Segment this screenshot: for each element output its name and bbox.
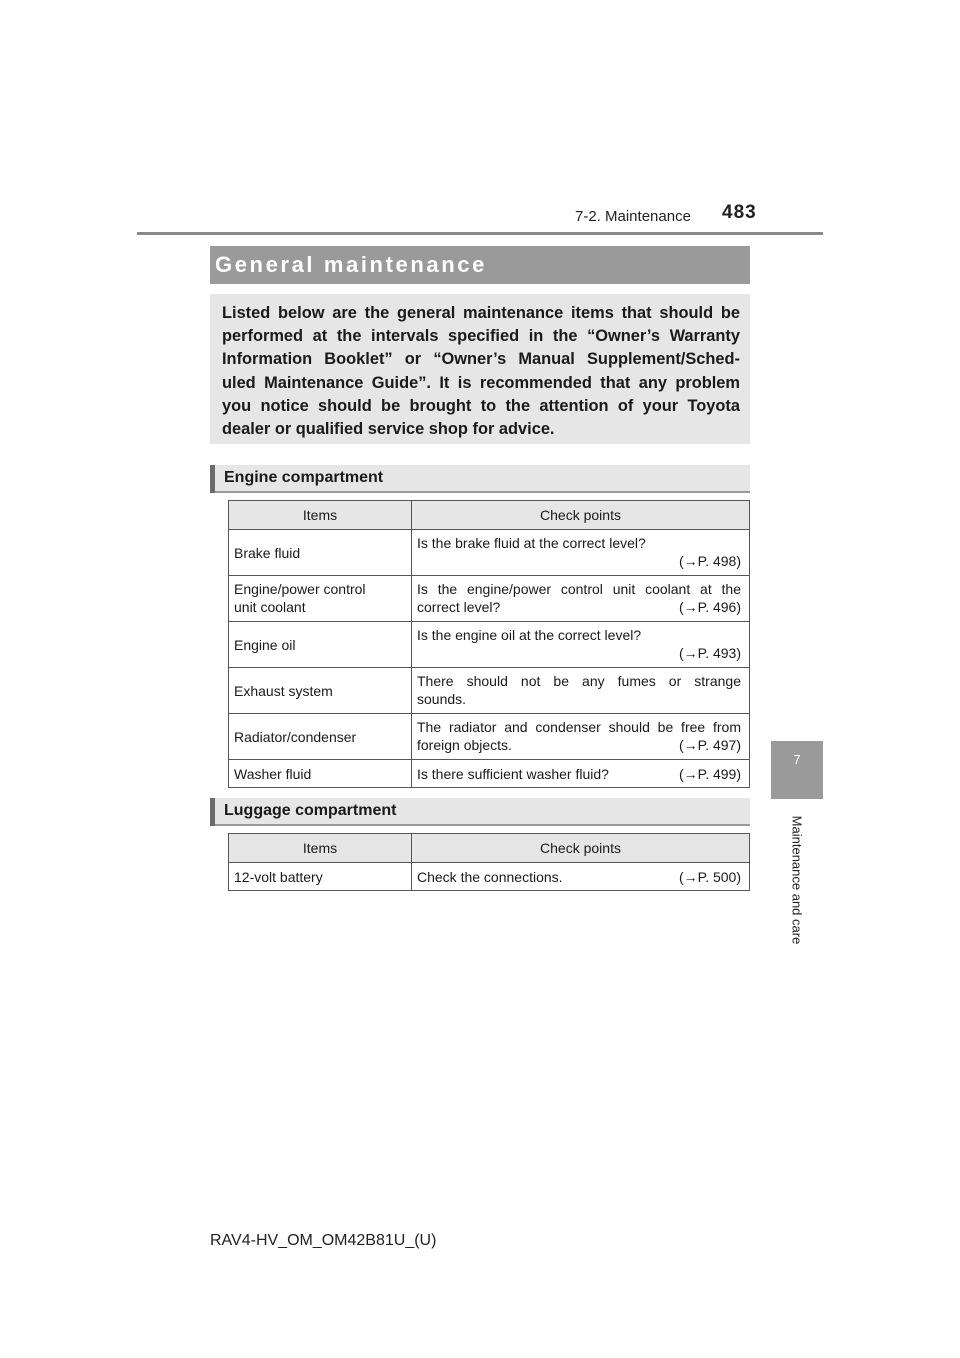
intro-line: uled Maintenance Guide”. It is recommended that any problem: [222, 373, 740, 392]
chapter-number: 7: [793, 752, 801, 767]
table-row: [229, 668, 750, 714]
col-check-points: Check points: [412, 834, 750, 863]
page-ref: (→P. 498): [679, 552, 741, 569]
intro-line: Listed below are the general maintenance items that should be: [222, 304, 740, 322]
heading-marker: [210, 465, 215, 493]
page-ref: (→P. 500): [679, 868, 741, 885]
engine-table: [228, 500, 750, 788]
check-text: Is the engine oil at the correct level?: [417, 627, 642, 643]
item-text: Engine/power control: [234, 581, 366, 597]
check-text: sounds.: [417, 690, 467, 707]
engine-heading-text: Engine compartment: [224, 469, 384, 486]
header-rule: [137, 232, 823, 235]
intro-line: Information Booklet” or “Owner’s Manual Supplement/Sched-: [222, 350, 740, 369]
page-number: 483: [722, 202, 757, 223]
check-cell: [412, 576, 750, 622]
table-header-row: [229, 834, 750, 863]
item-cell: Washer fluid: [229, 760, 412, 788]
check-text: Is there sufficient washer fluid?: [417, 765, 609, 782]
table-header-row: [229, 501, 750, 530]
check-cell: [412, 622, 750, 668]
check-cell: [412, 714, 750, 760]
engine-section-heading: [210, 465, 750, 493]
check-cell: [412, 530, 750, 576]
intro-line: dealer or qualified service shop for advice.: [222, 420, 555, 439]
page-ref: (→P. 499): [679, 765, 741, 782]
check-text: Check the connections.: [417, 868, 563, 885]
check-text: Is the brake fluid at the correct level?: [417, 535, 646, 551]
intro-line: you notice should be brought to the attention of your Toyota: [222, 396, 740, 415]
table-row: [229, 714, 750, 760]
check-text: There should not be any fumes or strange: [417, 673, 741, 689]
document-id: RAV4-HV_OM_OM42B81U_(U): [210, 1232, 437, 1249]
item-cell: Brake fluid: [229, 530, 412, 576]
item-cell: [229, 576, 412, 622]
page-ref: (→P. 496): [679, 598, 741, 615]
check-text: foreign objects.: [417, 736, 512, 753]
check-cell: [412, 863, 750, 891]
luggage-table: [228, 833, 750, 891]
item-cell: 12-volt battery: [229, 863, 412, 891]
item-cell: Engine oil: [229, 622, 412, 668]
chapter-title: Maintenance and care: [789, 815, 805, 945]
item-cell: Radiator/condenser: [229, 714, 412, 760]
table-row: [229, 530, 750, 576]
page-title: General maintenance: [215, 252, 487, 277]
section-label: 7-2. Maintenance: [575, 208, 691, 225]
check-cell: [412, 668, 750, 714]
table-row: [229, 576, 750, 622]
table-row: [229, 863, 750, 891]
col-items: Items: [229, 834, 412, 863]
chapter-tab: [771, 741, 823, 799]
intro-line: performed at the intervals specified in the “Owner’s Warranty: [222, 327, 740, 346]
check-text: Is the engine/power control unit coolant at the: [417, 581, 741, 597]
check-cell: [412, 760, 750, 788]
check-text: correct level?: [417, 598, 501, 615]
table-row: [229, 760, 750, 788]
check-text: The radiator and condenser should be free from: [417, 719, 741, 735]
intro-text: [222, 302, 740, 441]
page-ref: (→P. 493): [679, 644, 741, 661]
page-ref: (→P. 497): [679, 736, 741, 753]
luggage-section-heading: [210, 798, 750, 826]
col-items: Items: [229, 501, 412, 530]
table-row: [229, 622, 750, 668]
item-cell: Exhaust system: [229, 668, 412, 714]
col-check-points: Check points: [412, 501, 750, 530]
heading-marker: [210, 798, 215, 826]
item-text: unit coolant: [234, 598, 306, 615]
luggage-heading-text: Luggage compartment: [224, 802, 397, 819]
